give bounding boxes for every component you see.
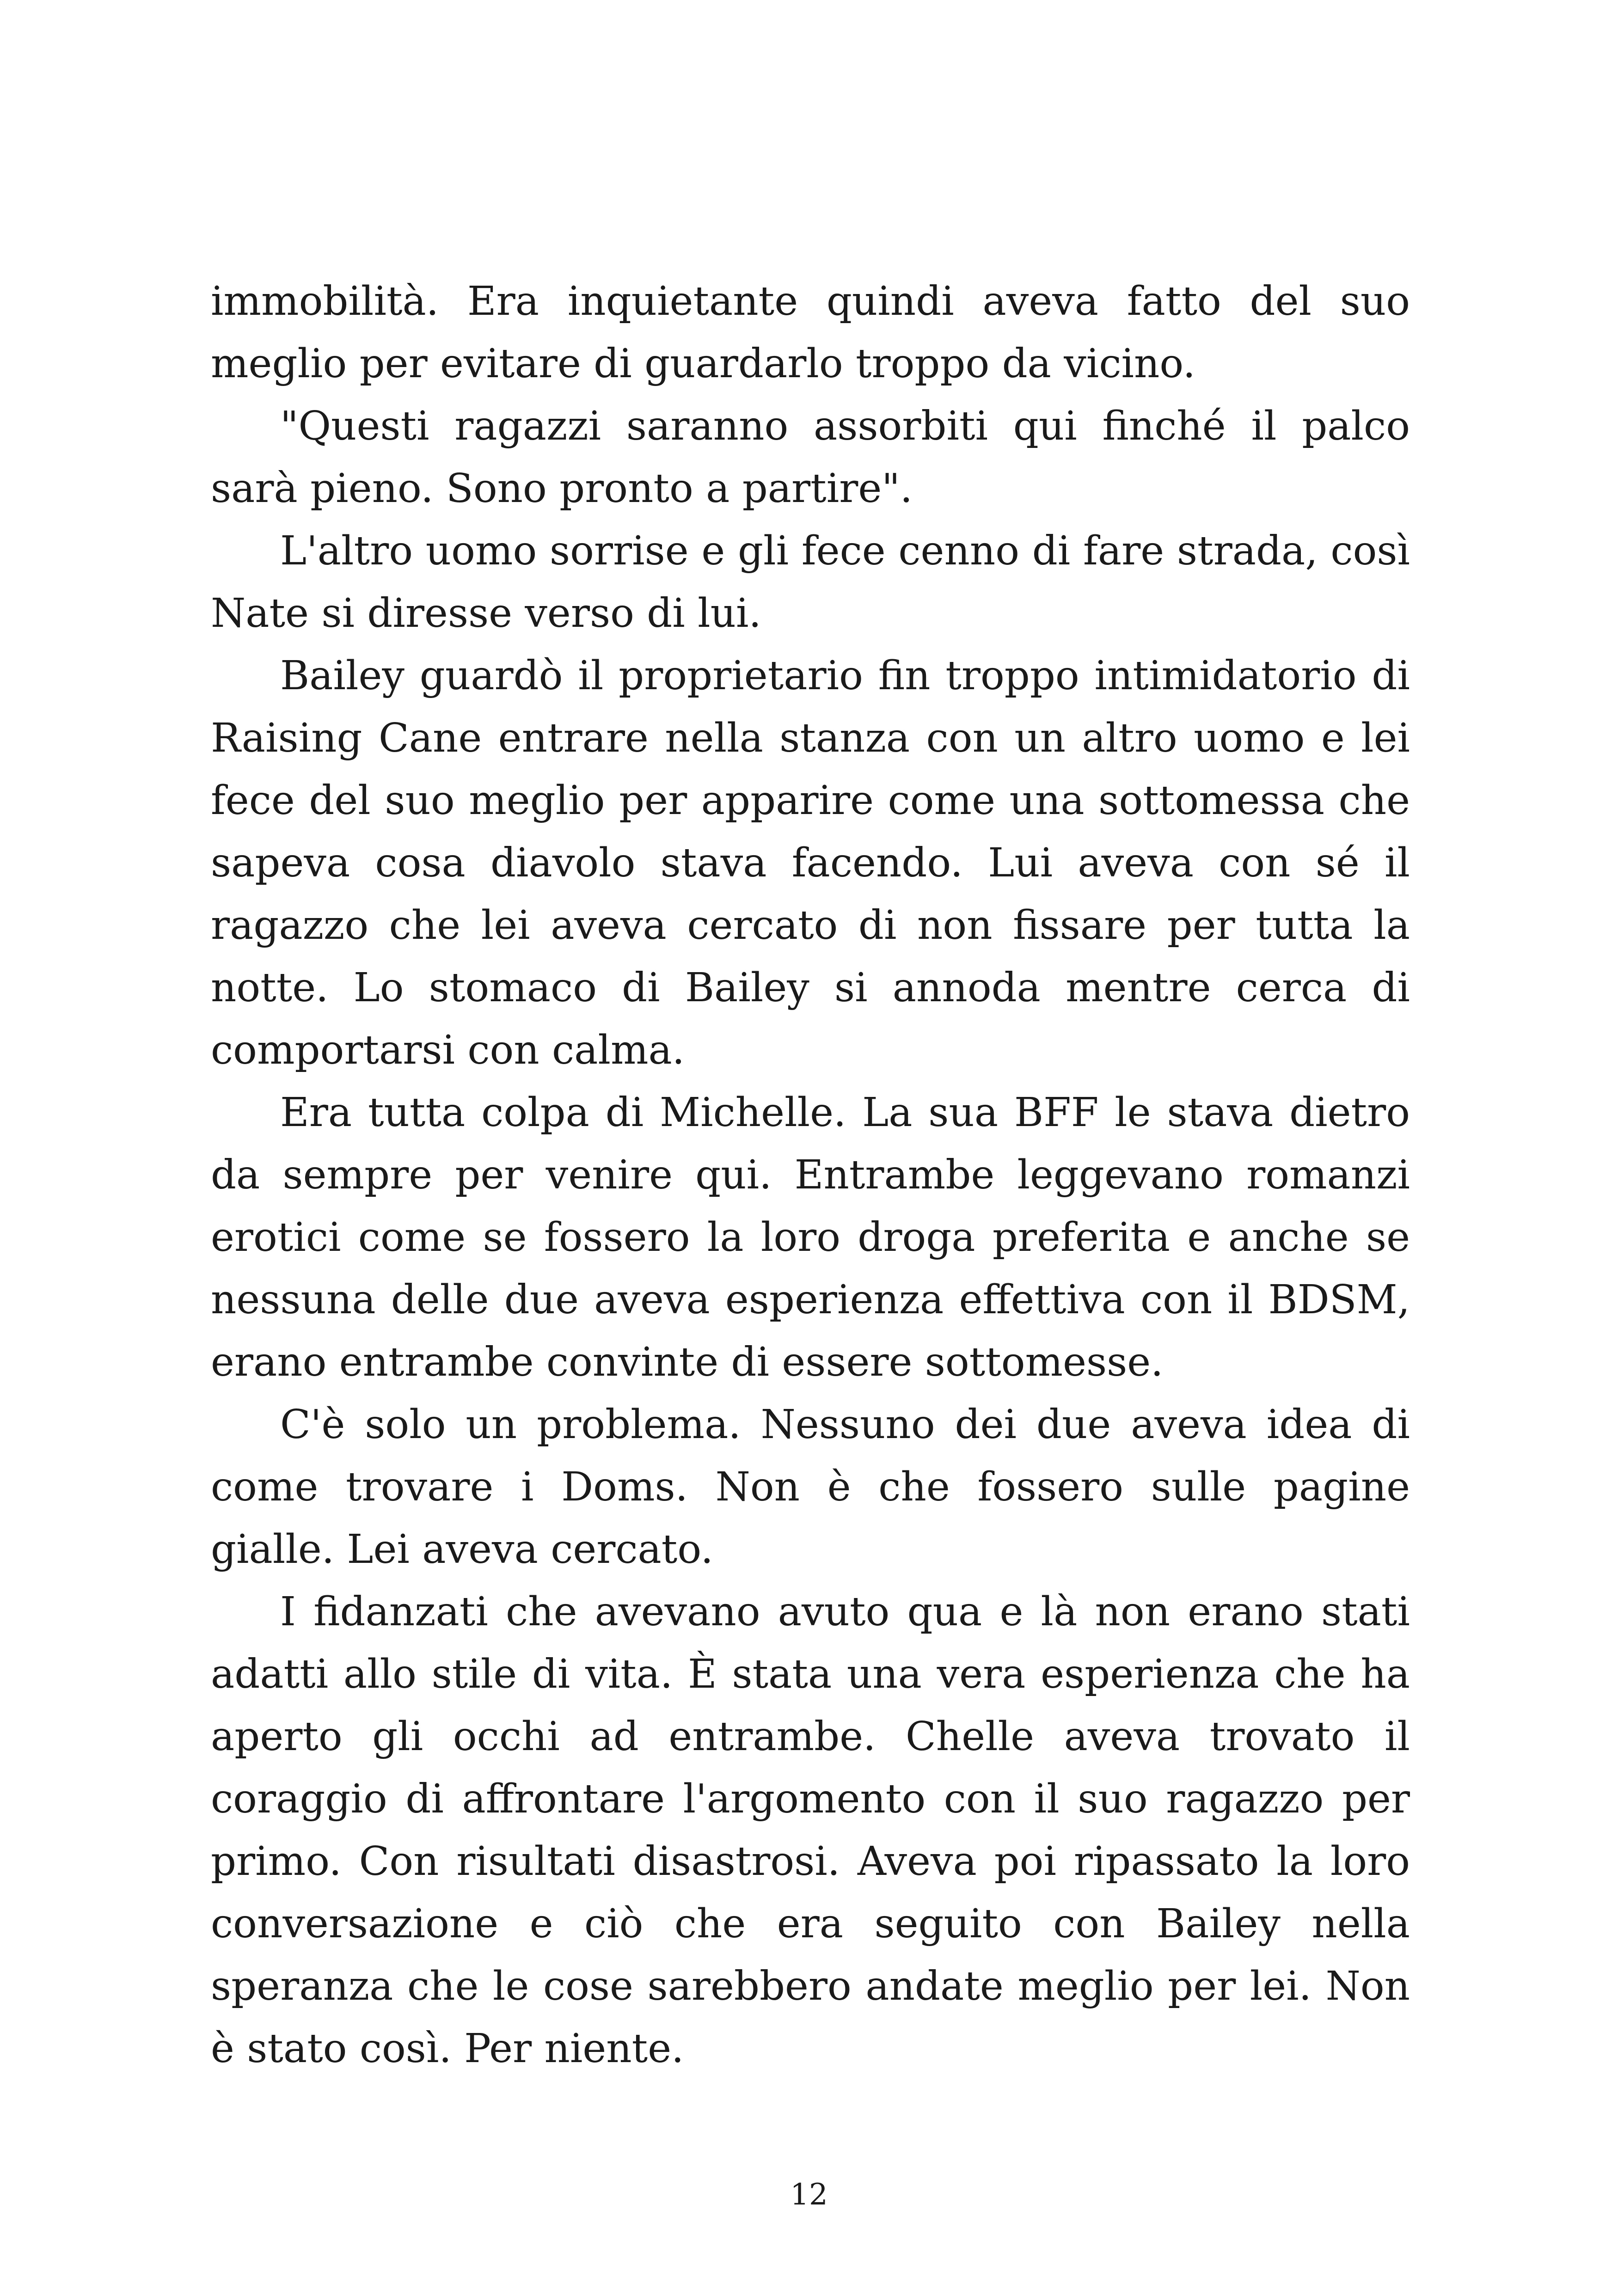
page-number: 12	[790, 2178, 828, 2212]
paragraph-2: "Questi ragazzi saranno assorbiti qui finché il palco sarà pieno. Sono pronto a partire".	[211, 403, 1410, 512]
paragraph-3: L'altro uomo sorrise e gli fece cenno di fare strada, così Nate si diresse verso di lui.	[211, 528, 1410, 637]
body-text	[211, 270, 1410, 2080]
paragraph-5: Era tutta colpa di Michelle. La sua BFF le stava dietro da sempre per venire qui. Entrambe leggevano romanzi erotici come se fossero la loro droga preferita e anche se nessuna delle due aveva esperienza effettiva con il BDSM, erano entrambe convinte di essere sottomesse.	[211, 1090, 1410, 1385]
paragraph-7: I fidanzati che avevano avuto qua e là non erano stati adatti allo stile di vita. È stata una vera esperienza che ha aperto gli occhi ad entrambe. Chelle aveva trovato il coraggio di affrontare l'argomento con il suo ragazzo per primo. Con risultati disastrosi. Aveva poi ripassato la loro conversazione e ciò che era seguito con Bailey nella speranza che le cose sarebbero andate meglio per lei. Non è stato così. Per niente.	[211, 1589, 1410, 2072]
paragraph-4: Bailey guardò il proprietario fin troppo intimidatorio di Raising Cane entrare nella stanza con un altro uomo e lei fece del suo meglio per apparire come una sottomessa che sapeva cosa diavolo stava facendo. Lui aveva con sé il ragazzo che lei aveva cercato di non fissare per tutta la notte. Lo stomaco di Bailey si annoda mentre cerca di comportarsi con calma.	[211, 653, 1410, 1073]
paragraph-6: C'è solo un problema. Nessuno dei due aveva idea di come trovare i Doms. Non è che fossero sulle pagine gialle. Lei aveva cercato.	[211, 1402, 1410, 1573]
paragraph-1: immobilità. Era inquietante quindi aveva fatto del suo meglio per evitare di guardarlo troppo da vicino.	[211, 278, 1410, 387]
